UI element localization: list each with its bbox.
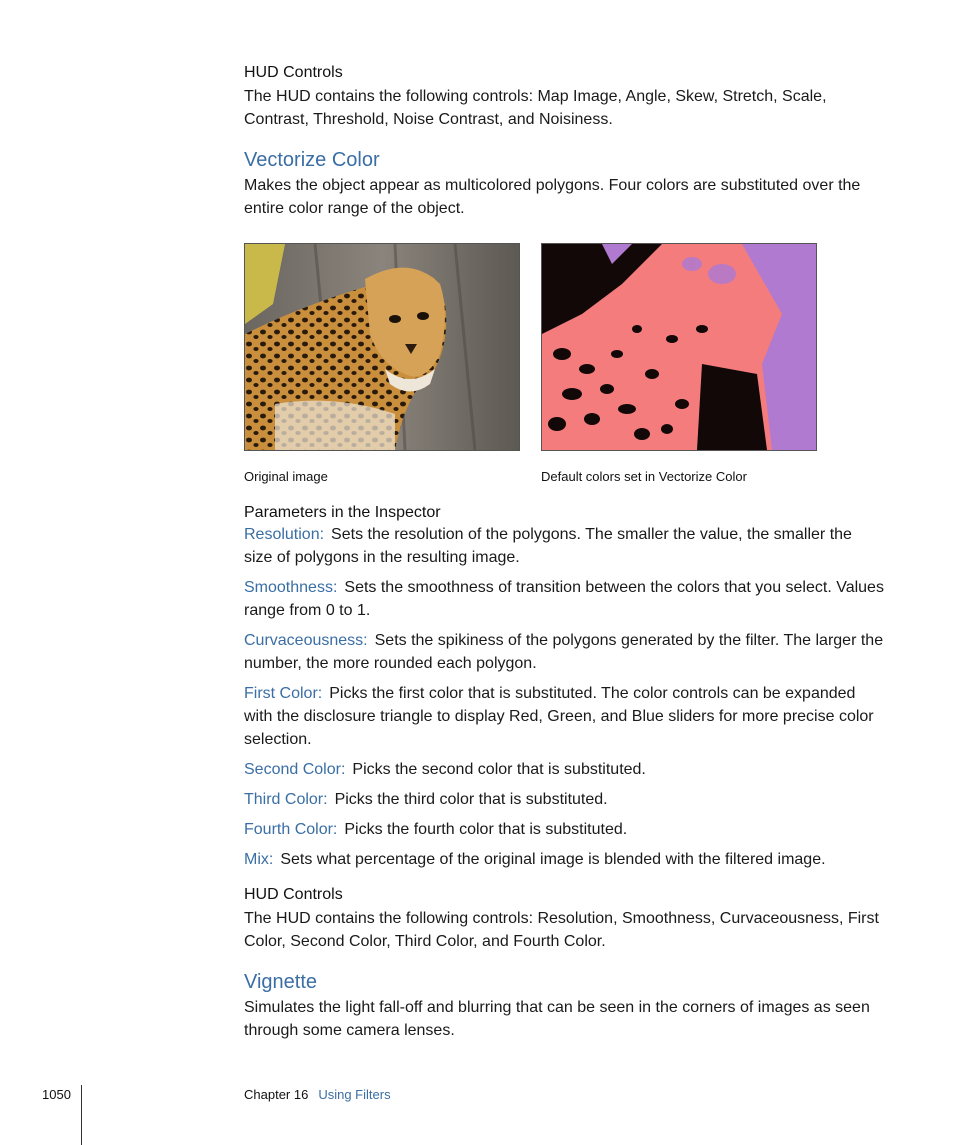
param-name: Smoothness: (244, 579, 338, 596)
page-content (244, 63, 884, 1042)
hud-controls-heading-2: HUD Controls (244, 886, 343, 903)
param-description: Picks the second color that is substituted. (352, 761, 646, 778)
vectorized-leopard-image (541, 243, 817, 451)
param-description: Picks the third color that is substituted. (334, 791, 608, 808)
param-fourth-color (244, 818, 884, 841)
page-number: 1050 (42, 1087, 71, 1102)
param-description: Picks the fourth color that is substituted. (344, 821, 628, 838)
param-description: Sets the resolution of the polygons. The smaller the value, the smaller the size of polygons in the resulting image. (244, 526, 852, 566)
param-smoothness (244, 576, 884, 622)
chapter-label: Chapter 16 (244, 1087, 309, 1102)
footer-chapter (244, 1087, 391, 1102)
param-third-color (244, 788, 884, 811)
param-description: Sets the spikiness of the polygons generated by the filter. The larger the number, the more rounded each polygon. (244, 632, 884, 672)
param-resolution (244, 523, 884, 569)
chapter-title-link[interactable]: Using Filters (318, 1087, 391, 1102)
vectorize-color-heading: Vectorize Color (244, 149, 380, 171)
param-name: Curvaceousness: (244, 632, 368, 649)
original-image-caption: Original image (244, 469, 328, 484)
vectorized-image-caption: Default colors set in Vectorize Color (541, 469, 747, 484)
vignette-description: Simulates the light fall-off and blurring that can be seen in the corners of images as seen through some camera lenses. (244, 999, 870, 1039)
vectorized-figure (541, 243, 817, 485)
param-mix (244, 848, 884, 871)
hud-controls-text-1: The HUD contains the following controls: Map Image, Angle, Skew, Stretch, Scale, Contrast, Threshold, Noise Contrast, and Noisiness. (244, 88, 827, 128)
param-name: Fourth Color: (244, 821, 338, 838)
param-second-color (244, 758, 884, 781)
original-leopard-image (244, 243, 520, 451)
hud-controls-text-2: The HUD contains the following controls: Resolution, Smoothness, Curvaceousness, First Color, Second Color, Third Color, and Fourth Color. (244, 910, 879, 950)
vectorize-color-description: Makes the object appear as multicolored polygons. Four colors are substituted over the entire color range of the object. (244, 177, 861, 217)
param-description: Picks the first color that is substituted. The color controls can be expanded with the disclosure triangle to display Red, Green, and Blue sliders for more precise color selection. (244, 685, 874, 748)
param-name: Third Color: (244, 791, 328, 808)
spacer (244, 871, 884, 885)
param-name: Second Color: (244, 761, 346, 778)
param-name: First Color: (244, 685, 323, 702)
inspector-parameters-heading: Parameters in the Inspector (244, 504, 441, 521)
param-name: Resolution: (244, 526, 325, 543)
param-description: Sets the smoothness of transition between the colors that you select. Values range from 0 to 1. (244, 579, 884, 619)
original-figure (244, 243, 520, 485)
param-first-color (244, 682, 884, 751)
figure-row (244, 243, 884, 503)
hud-controls-heading-1: HUD Controls (244, 64, 343, 81)
param-curvaceousness (244, 629, 884, 675)
vignette-heading: Vignette (244, 971, 318, 993)
parameter-list (244, 523, 884, 871)
footer-divider (81, 1085, 82, 1145)
param-description: Sets what percentage of the original image is blended with the filtered image. (280, 851, 826, 868)
param-name: Mix: (244, 851, 274, 868)
